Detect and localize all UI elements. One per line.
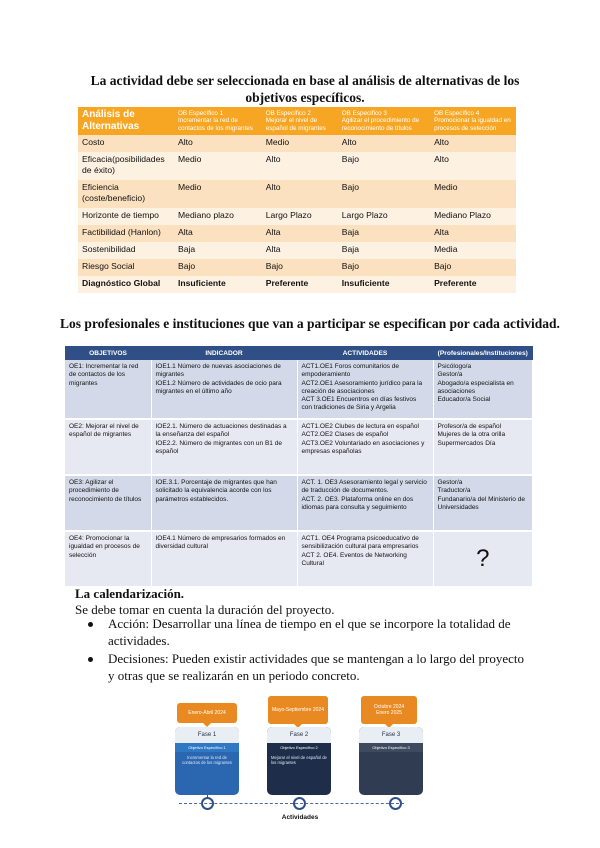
activities-cell-profesionales: Profesor/a de español Mujeres de la otra orilla Supermercados Día xyxy=(433,419,533,475)
timeline-graphic xyxy=(165,693,435,823)
criterion-value: Alto xyxy=(262,152,338,180)
phase-date-tag: Enero-Abril 2024 xyxy=(177,703,237,723)
phase-body: Mejorar el nivel de español de los migrantes xyxy=(271,755,327,765)
criterion-value: Insuficiente xyxy=(174,276,262,293)
timeline-axis-label: Actividades xyxy=(281,814,319,821)
criterion-value: Insuficiente xyxy=(338,276,430,293)
phase-band: Objetivo Específico 2 xyxy=(267,743,331,752)
criterion-value: Bajo xyxy=(430,259,516,276)
criterion-value: Medio xyxy=(262,135,338,152)
criterion-label: Eficiencia (coste/beneficio) xyxy=(78,180,174,208)
criterion-label: Diagnóstico Global xyxy=(78,276,174,293)
bullet-item xyxy=(75,651,525,684)
alternatives-row xyxy=(78,208,516,225)
calendar-title: La calendarización. xyxy=(75,586,185,601)
criterion-value: Bajo xyxy=(338,152,430,180)
criterion-value: Alto xyxy=(338,135,430,152)
phase-date-tag: Mayo-Septiembre 2024 xyxy=(268,696,328,724)
criterion-value: Alto xyxy=(262,180,338,208)
activities-header-row xyxy=(65,346,533,360)
phase-title: Fase 2 xyxy=(267,727,331,743)
criterion-value: Medio xyxy=(174,152,262,180)
alternatives-row xyxy=(78,276,516,293)
objective-header-text: OB Específico 3 Agilizar el procedimiento de reconocimiento de títulos xyxy=(341,109,420,132)
activities-table xyxy=(65,346,533,588)
activities-cell-indicador: IOE.3.1. Porcentaje de migrantes que han solicitado la equivalencia acorde con los parámetros establecidos. xyxy=(151,475,297,531)
activities-cell-indicador: IOE1.1 Número de nuevas asociaciones de migrantes IOE1.2 Número de actividades de ocio para migrantes en el último año xyxy=(151,360,297,419)
activities-cell-objetivo: OE1: Incrementar la red de contactos de los migrantes xyxy=(65,360,151,419)
criterion-value: Bajo xyxy=(262,259,338,276)
header-objetivos: OBJETIVOS xyxy=(65,346,151,360)
criterion-value: Mediano Plazo xyxy=(430,208,516,225)
calendar-intro: Se debe tomar en cuenta la duración del proyecto. xyxy=(75,602,335,617)
bullet-item xyxy=(75,616,525,649)
phase-card-3 xyxy=(359,727,423,795)
analysis-heading: La actividad debe ser seleccionada en base al análisis de alternativas de los objetivos específicos. xyxy=(90,73,520,105)
criterion-label: Factibilidad (Hanlon) xyxy=(78,225,174,242)
activities-cell-objetivo: OE3: Agilizar el procedimiento de reconocimiento de títulos xyxy=(65,475,151,531)
criterion-label: Sostenibilidad xyxy=(78,242,174,259)
criterion-value: Alto xyxy=(430,135,516,152)
alternatives-row xyxy=(78,259,516,276)
phase-card-1 xyxy=(175,727,239,795)
alternatives-row xyxy=(78,180,516,208)
alternatives-row xyxy=(78,242,516,259)
criterion-value: Baja xyxy=(338,225,430,242)
bullet-text: Decisiones: Pueden existir actividades que se mantengan a lo largo del proyecto y otras que se realizarán en un periodo concreto. xyxy=(108,651,524,683)
activities-cell-actividades: ACT1.OE1 Foros comunitarios de empoderamiento ACT2.OE1 Asesoramiento jurídico para la creación de asociaciones ACT 3.OE1 Encuentros en días festivos con tradiciones de Siria y Argelia xyxy=(297,360,433,419)
calendar-bullets xyxy=(75,614,525,684)
activities-row xyxy=(65,419,533,475)
criterion-value: Media xyxy=(430,242,516,259)
activities-cell-profesionales: Psicólogo/a Gestor/a Abogado/a especialista en asociaciones Educador/a Social xyxy=(433,360,533,419)
phase-title: Fase 1 xyxy=(175,727,239,743)
activities-cell-indicador: IOE4.1 Número de empresarios formados en diversidad cultural xyxy=(151,531,297,587)
activities-row xyxy=(65,360,533,419)
header-profesionales: (Profesionales/Instituciones) xyxy=(433,346,533,360)
criterion-value: Baja xyxy=(338,242,430,259)
activities-cell-indicador: IOE2.1. Número de actuaciones destinadas a la enseñanza del español IOE2.2. Número de migrantes con un B1 de español xyxy=(151,419,297,475)
phase-band: Objetivo Específico 1 xyxy=(175,743,239,752)
activities-cell-actividades: ACT. 1. OE3 Asesoramiento legal y servicio de traducción de documentos. ACT. 2. OE3. Plataforma online en dos idiomas para consulta y seguimiento xyxy=(297,475,433,531)
objective-header-text: OB Específico 1 Incrementar la red de contactos de los migrantes xyxy=(178,109,253,132)
alternatives-row xyxy=(78,152,516,180)
objective-header-4 xyxy=(430,107,516,135)
criterion-value: Medio xyxy=(174,180,262,208)
criterion-label: Riesgo Social xyxy=(78,259,174,276)
criterion-value: Alta xyxy=(174,225,262,242)
phase-title: Fase 3 xyxy=(359,727,423,743)
objective-header-2 xyxy=(262,107,338,135)
header-actividades: ACTIVIDADES xyxy=(297,346,433,360)
criterion-value: Largo Plazo xyxy=(338,208,430,225)
activities-cell-profesionales: ? xyxy=(433,531,533,587)
criterion-value: Preferente xyxy=(262,276,338,293)
phase-date-tag: Octubre 2024 Enero 2025 xyxy=(361,696,417,724)
header-indicador: INDICADOR xyxy=(151,346,297,360)
criterion-value: Alto xyxy=(430,152,516,180)
criterion-label: Costo xyxy=(78,135,174,152)
activities-row xyxy=(65,531,533,587)
alternatives-row xyxy=(78,225,516,242)
activities-cell-actividades: ACT1. OE4 Programa psicoeducativo de sensibilización cultural para empresarios ACT 2. OE4. Eventos de Networking Cultural xyxy=(297,531,433,587)
criterion-label: Eficacia(posibilidades de éxito) xyxy=(78,152,174,180)
objective-header-text: OB Específico 2 Mejorar el nivel de español de migrantes xyxy=(265,109,326,132)
alternatives-table xyxy=(78,107,516,293)
criterion-value: Bajo xyxy=(338,180,430,208)
criterion-label: Horizonte de tiempo xyxy=(78,208,174,225)
objective-header-text: OB Específico 4 Promocionar la igualdad en procesos de selección xyxy=(434,109,511,132)
phase-band: Objetivo Específico 3 xyxy=(359,743,423,752)
bullet-text: Acción: Desarrollar una línea de tiempo en el que se incorpore la totalidad de actividades. xyxy=(108,616,511,648)
criterion-value: Medio xyxy=(430,180,516,208)
criterion-value: Alta xyxy=(262,225,338,242)
criterion-value: Preferente xyxy=(430,276,516,293)
alternatives-row xyxy=(78,135,516,152)
criterion-value: Alta xyxy=(430,225,516,242)
bullet-dot-icon xyxy=(88,657,93,662)
activities-row xyxy=(65,475,533,531)
activities-cell-objetivo: OE2: Mejorar el nivel de español de migrantes xyxy=(65,419,151,475)
criterion-value: Alto xyxy=(174,135,262,152)
activities-cell-actividades: ACT1.OE2 Clubes de lectura en español ACT2.OE2 Clases de español ACT3.OE2 Voluntariado en asociaciones y empresas españolas xyxy=(297,419,433,475)
alternatives-header-label: Análisis de Alternativas xyxy=(78,107,174,135)
criterion-value: Alta xyxy=(262,242,338,259)
professionals-heading: Los profesionales e instituciones que van a participar se especifican por cada actividad. xyxy=(60,316,560,331)
phase-body: Incrementar la red de contactos de los migrantes xyxy=(182,755,232,765)
objective-header-1 xyxy=(174,107,262,135)
criterion-value: Largo Plazo xyxy=(262,208,338,225)
criterion-value: Bajo xyxy=(338,259,430,276)
activities-cell-objetivo: OE4: Promocionar la igualdad en procesos de selección xyxy=(65,531,151,587)
criterion-value: Bajo xyxy=(174,259,262,276)
objective-header-3 xyxy=(338,107,430,135)
bullet-dot-icon xyxy=(88,622,93,627)
phase-card-2 xyxy=(267,727,331,795)
criterion-value: Baja xyxy=(174,242,262,259)
criterion-value: Mediano plazo xyxy=(174,208,262,225)
phase-body xyxy=(359,752,423,758)
activities-cell-profesionales: Gestor/a Traductor/a Fundanario/a del Ministerio de Universidades xyxy=(433,475,533,531)
alternatives-header-row xyxy=(78,107,516,135)
timeline-axis xyxy=(179,803,404,804)
